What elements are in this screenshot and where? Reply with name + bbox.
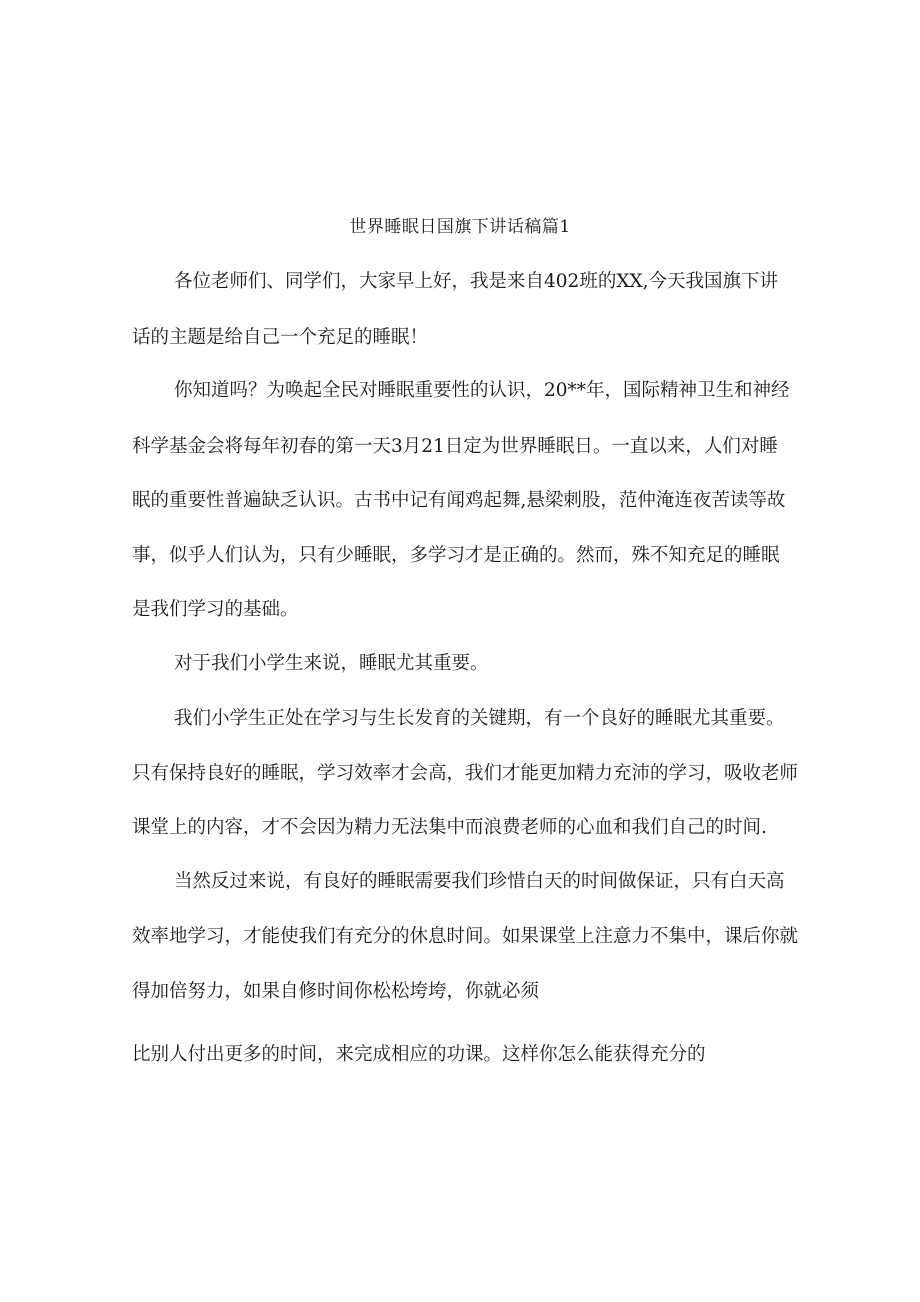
text-line: 课堂上的内容，才不会因为精力无法集中而浪费老师的心血和我们自己的时间. bbox=[132, 817, 767, 838]
document-title: 世界睡眠日国旗下讲话稿篇1 bbox=[349, 217, 571, 237]
text-line: 当然反过来说，有良好的睡眠需要我们珍惜白天的时间做保证，只有白天高 bbox=[174, 871, 785, 892]
text-line: 眠的重要性普遍缺乏认识。古书中记有闻鸡起舞,悬梁刺股，范仲淹连夜苦读等故 bbox=[132, 490, 786, 511]
text-line: 得加倍努力，如果自修时间你松松垮垮，你就必须 bbox=[132, 981, 540, 1002]
text-line: 你知道吗？为唤起全民对睡眠重要性的认识，20**年，国际精神卫生和神经 bbox=[174, 380, 790, 401]
text-line: 对于我们小学生来说，睡眠尤其重要。 bbox=[174, 653, 489, 674]
text-line: 事，似乎人们认为，只有少睡眠，多学习才是正确的。然而，殊不知充足的睡眠 bbox=[132, 545, 780, 566]
text-line: 我们小学生正处在学习与生长发育的关键期，有一个良好的睡眠尤其重要。 bbox=[174, 708, 785, 729]
text-line: 科学基金会将每年初春的第一天3月21日定为世界睡眠日。一直以来，人们对睡 bbox=[132, 436, 778, 457]
text-line: 效率地学习，才能使我们有充分的休息时间。如果课堂上注意力不集中，课后你就 bbox=[132, 926, 799, 947]
text-line: 是我们学习的基础。 bbox=[132, 599, 299, 620]
text-line: 各位老师们、同学们，大家早上好，我是来自402班的XX,今天我国旗下讲 bbox=[174, 271, 779, 292]
text-line: 只有保持良好的睡眠，学习效率才会高，我们才能更加精力充沛的学习，吸收老师 bbox=[132, 763, 799, 784]
text-line: 比别人付出更多的时间，来完成相应的功课。这样你怎么能获得充分的 bbox=[132, 1044, 706, 1065]
text-line: 话的主题是给自己一个充足的睡眠！ bbox=[132, 327, 429, 348]
